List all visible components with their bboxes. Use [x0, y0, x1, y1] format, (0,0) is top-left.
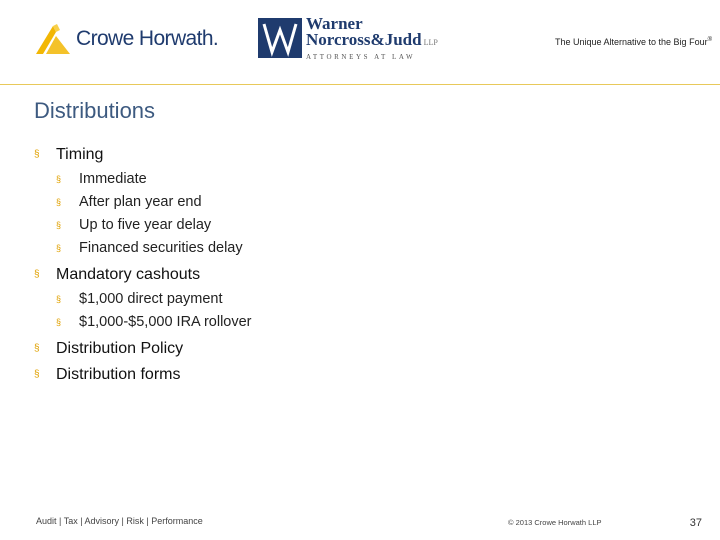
bullet-distribution-forms [34, 362, 694, 388]
bullet-icon: § [56, 317, 62, 327]
wnj-attorneys-at-law: ATTORNEYS AT LAW [306, 53, 416, 61]
crowe-logo-text: Crowe Horwath. [76, 27, 219, 50]
slide-content [34, 142, 694, 388]
wnj-monogram-icon [258, 18, 302, 58]
bullet-icon: § [34, 269, 40, 280]
crowe-horwath-logo [36, 24, 226, 56]
sub-bullet [34, 214, 694, 237]
sub-bullet [34, 168, 694, 191]
warner-norcross-judd-logo [258, 16, 458, 60]
bullet-icon: § [56, 294, 62, 304]
bullet-distribution-policy [34, 336, 694, 362]
slide-title: Distributions [34, 98, 156, 123]
bullet-icon: § [56, 174, 62, 184]
sub-bullet [34, 288, 694, 311]
bullet-label: Distribution Policy [56, 340, 184, 357]
sub-bullet [34, 311, 694, 334]
sub-bullet [34, 191, 694, 214]
sub-bullet-label: Immediate [79, 171, 147, 187]
registered-mark: ® [707, 37, 712, 43]
bullet-icon: § [56, 197, 62, 207]
slide-header [0, 0, 720, 84]
header-divider [0, 84, 720, 85]
footer-copyright: © 2013 Crowe Horwath LLP [508, 518, 602, 527]
bullet-icon: § [34, 369, 40, 380]
bullet-timing [34, 142, 694, 168]
tagline [555, 37, 712, 47]
footer-services: Audit | Tax | Advisory | Risk | Performance [36, 516, 203, 526]
bullet-label: Timing [56, 146, 104, 163]
sub-bullet-label: After plan year end [79, 194, 202, 210]
bullet-icon: § [34, 149, 40, 160]
wnj-line-norcross-judd-text: Norcross&Judd [306, 30, 422, 49]
bullet-icon: § [34, 343, 40, 354]
sub-bullet-label: $1,000 direct payment [79, 291, 223, 307]
bullet-icon: § [56, 243, 62, 253]
bullet-label: Distribution forms [56, 366, 181, 383]
sub-bullet-label: $1,000-$5,000 IRA rollover [79, 314, 252, 330]
bullet-label: Mandatory cashouts [56, 266, 201, 283]
wnj-llp: LLP [423, 38, 438, 47]
cashouts-sub-list [34, 288, 694, 334]
wnj-wordmark [306, 16, 438, 62]
timing-sub-list [34, 168, 694, 260]
sub-bullet [34, 237, 694, 260]
crowe-chevron-icon [36, 24, 70, 54]
sub-bullet-label: Financed securities delay [79, 240, 243, 256]
tagline-text: The Unique Alternative to the Big Four [554, 37, 708, 47]
bullet-icon: § [56, 220, 62, 230]
sub-bullet-label: Up to five year delay [79, 217, 212, 233]
page-number: 37 [689, 517, 702, 529]
bullet-mandatory-cashouts [34, 262, 694, 288]
wnj-line-norcross-judd [306, 32, 438, 51]
wnj-line-warner: Warner [306, 14, 363, 33]
